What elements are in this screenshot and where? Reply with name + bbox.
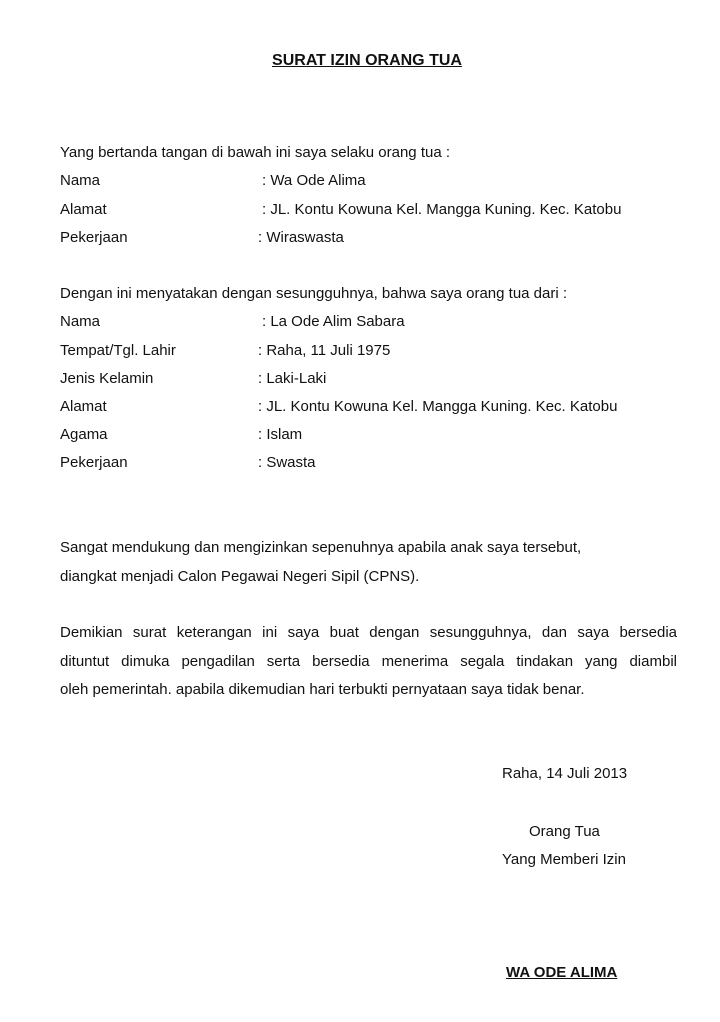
field-value: : Swasta	[258, 454, 316, 471]
field-value: : Laki-Laki	[258, 370, 327, 387]
place-date: Raha, 14 Juli 2013	[502, 765, 628, 782]
field-label: Nama	[60, 172, 101, 189]
letter-title: SURAT IZIN ORANG TUA	[272, 52, 462, 69]
field-label: Tempat/Tgl. Lahir	[60, 342, 176, 359]
closing-paragraph	[60, 619, 677, 705]
statement-text: Dengan ini menyatakan dengan sesungguhnya, bahwa saya orang tua dari :	[60, 285, 568, 302]
field-label: Jenis Kelamin	[60, 370, 154, 387]
paragraph-line: oleh pemerintah. apabila dikemudian hari terbukti pernyataan saya tidak benar.	[60, 681, 585, 698]
field-value: : La Ode Alim Sabara	[262, 313, 405, 330]
field-label: Nama	[60, 313, 101, 330]
field-value: : JL. Kontu Kowuna Kel. Mangga Kuning. Kec. Katobu	[258, 398, 618, 415]
field-value: : Wiraswasta	[258, 229, 344, 246]
intro-text: Yang bertanda tangan di bawah ini saya selaku orang tua :	[60, 144, 450, 161]
field-label: Pekerjaan	[60, 229, 128, 246]
signer-role: Orang Tua	[529, 823, 600, 840]
support-paragraph	[60, 534, 677, 591]
field-value: : Wa Ode Alima	[262, 172, 366, 189]
signer-subtitle: Yang Memberi Izin	[502, 851, 626, 868]
paragraph-line: diangkat menjadi Calon Pegawai Negeri Sipil (CPNS).	[60, 567, 420, 585]
paragraph-line: Demikian surat keterangan ini saya buat dengan sesungguhnya, dan saya bersedia	[60, 624, 677, 641]
paragraph-line: Sangat mendukung dan mengizinkan sepenuhnya apabila anak saya tersebut,	[60, 539, 582, 556]
field-value: : Raha, 11 Juli 1975	[258, 342, 391, 359]
signer-name: WA ODE ALIMA	[506, 964, 618, 981]
paragraph-line: dituntut dimuka pengadilan serta bersedia menerima segala tindakan yang diambil	[60, 652, 677, 670]
field-value: : JL. Kontu Kowuna Kel. Mangga Kuning. Kec. Katobu	[262, 201, 622, 218]
field-label: Pekerjaan	[60, 454, 128, 471]
field-label: Alamat	[60, 201, 107, 218]
field-label: Agama	[60, 426, 108, 443]
field-label: Alamat	[60, 398, 107, 415]
field-value: : Islam	[258, 426, 303, 443]
